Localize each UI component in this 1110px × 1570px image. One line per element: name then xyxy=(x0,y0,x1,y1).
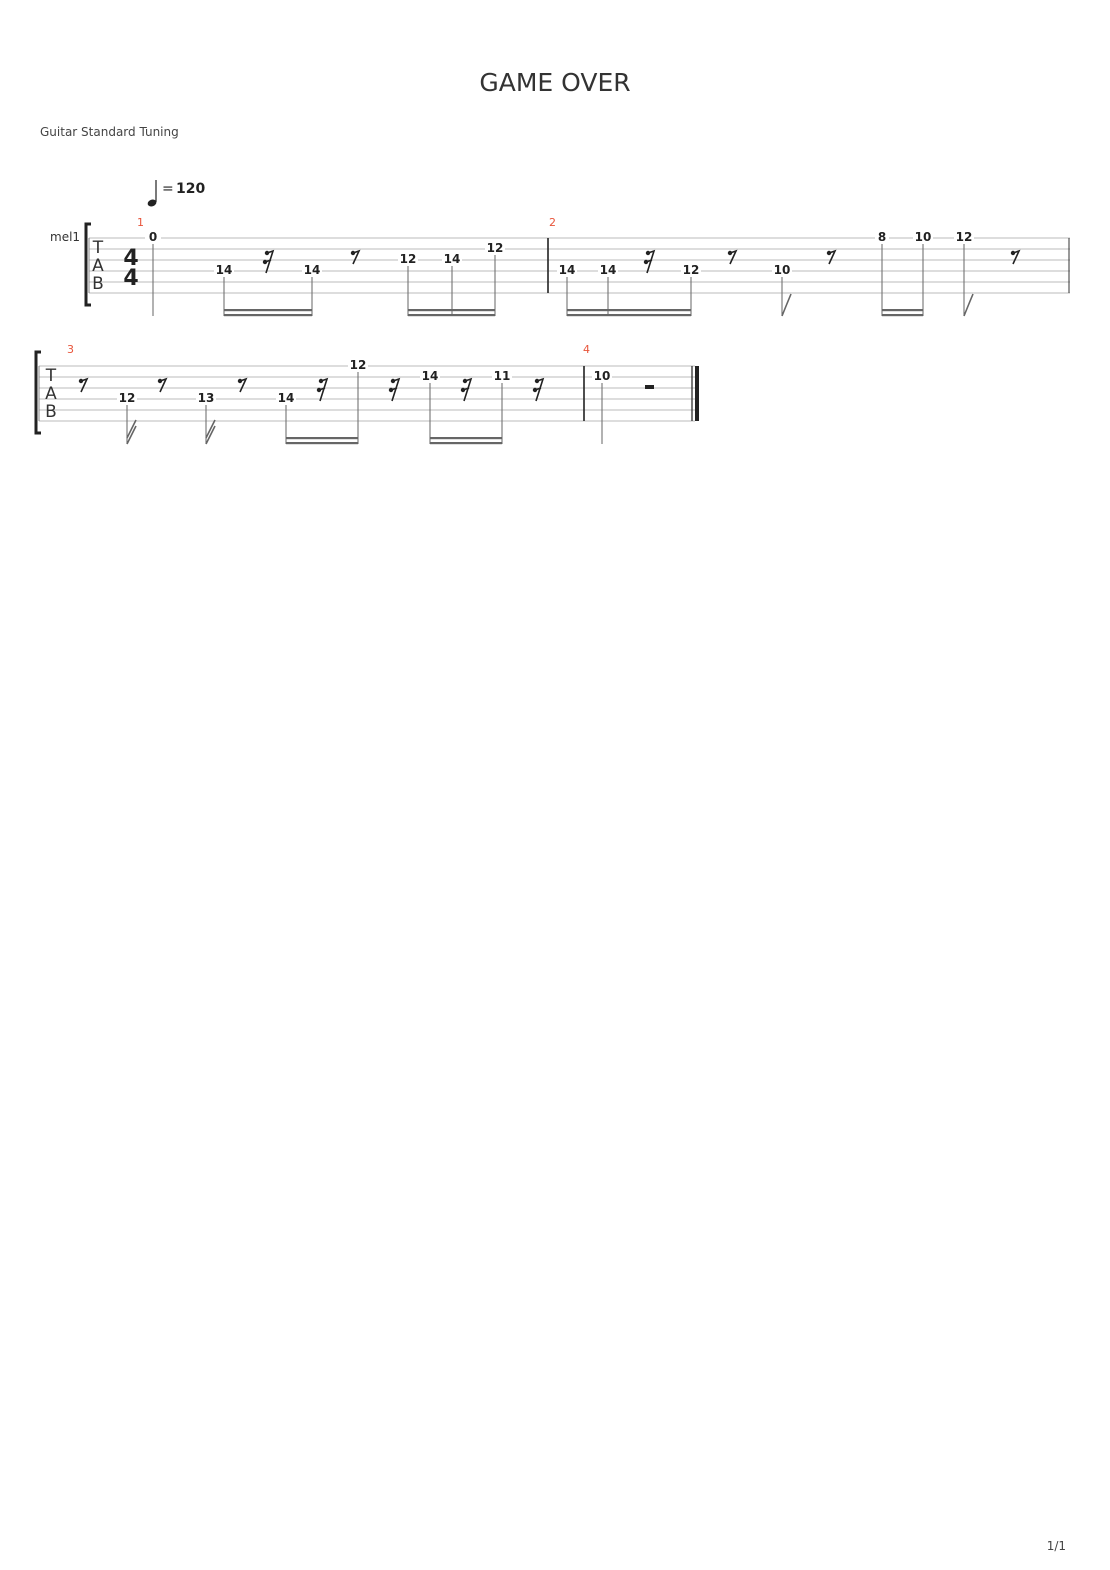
note-flag xyxy=(127,420,215,444)
beam xyxy=(224,309,495,316)
tab-letter: T xyxy=(92,238,104,258)
final-barline xyxy=(695,366,699,421)
fret-number: 11 xyxy=(493,369,511,383)
tab-letter: B xyxy=(45,402,57,422)
tab-letter: A xyxy=(45,384,57,404)
tab-letter: T xyxy=(45,366,57,386)
half-rest xyxy=(645,385,654,389)
tab-letter: B xyxy=(92,274,104,294)
time-signature-bottom: 4 xyxy=(123,266,139,291)
tempo-equals: = xyxy=(162,181,174,197)
fret-number: 14 xyxy=(277,391,295,405)
fret-number: 12 xyxy=(118,391,136,405)
track-name: mel1 xyxy=(50,230,81,244)
rests xyxy=(79,379,543,401)
beam xyxy=(286,437,502,444)
page-number: 1/1 xyxy=(1046,1539,1066,1553)
fret-number: 8 xyxy=(877,230,887,244)
measure-number: 4 xyxy=(583,343,590,356)
fret-number: 10 xyxy=(593,369,611,383)
fret-number: 13 xyxy=(197,391,215,405)
fret-number: 14 xyxy=(599,263,617,277)
fret-number: 14 xyxy=(303,263,321,277)
time-signature-top: 4 xyxy=(123,246,139,271)
fret-number: 10 xyxy=(914,230,932,244)
fret-number: 12 xyxy=(486,241,504,255)
fret-number: 12 xyxy=(399,252,417,266)
tempo-marking xyxy=(147,180,206,208)
system-1 xyxy=(50,180,1070,316)
measure-number: 1 xyxy=(137,216,144,229)
fret-number: 12 xyxy=(955,230,973,244)
measure-number: 3 xyxy=(67,343,74,356)
tab-letter: A xyxy=(92,256,104,276)
system-2 xyxy=(36,343,699,444)
note-flag xyxy=(782,294,973,316)
fret-number: 0 xyxy=(148,230,158,244)
score-title: GAME OVER xyxy=(479,68,631,97)
beam xyxy=(567,309,923,316)
fret-number: 14 xyxy=(558,263,576,277)
fret-number: 12 xyxy=(349,358,367,372)
fret-number: 10 xyxy=(773,263,791,277)
fret-number: 14 xyxy=(215,263,233,277)
rests xyxy=(263,251,1019,273)
tuning-label: Guitar Standard Tuning xyxy=(40,125,179,139)
fret-number: 14 xyxy=(443,252,461,266)
tempo-value: 120 xyxy=(176,181,206,197)
measure-number: 2 xyxy=(549,216,556,229)
fret-number: 14 xyxy=(421,369,439,383)
fret-number: 12 xyxy=(682,263,700,277)
